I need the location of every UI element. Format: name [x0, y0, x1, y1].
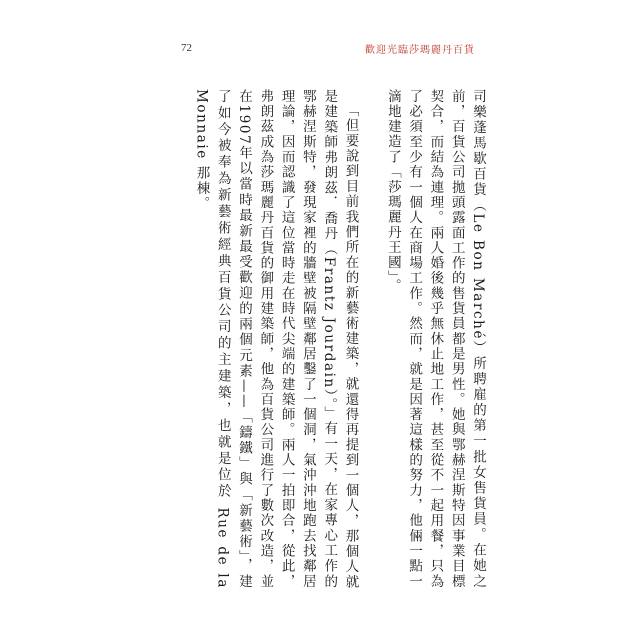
paragraph-1: 司樂蓬馬歇百貨（Le Bon Marché）所聘雇的第一批女售貨員。在她之前，百貨公司拋頭露面工作的售貨員都是男性。她與鄂赫涅斯特因事業目標契合，而結為連理。兩人婚後幾乎無休止地工作，甚至從不一起用餐，只為了必須至少有一個人在商場工作。然而，就是因著這樣的努力，他倆一點一滴地建造了「莎瑪麗丹王國」。 — [384, 89, 486, 589]
body-text — [193, 89, 488, 589]
paragraph-2: 「但要說到目前我們所在的新藝術建築，就還得再提到一個人，那個人就是建築師弗朗茲．喬丹（Frantz Jourdain）。」有一天，在家專心工作的鄂赫涅斯特，發現家裡的牆壁被隔壁鄰居鑿了一個洞，氣沖沖地跑去找鄰居理論，因而認識了這位當時走在時代尖端的建築師。兩人一拍即合，從此，弗朗茲成為莎瑪麗丹百貨的御用建築師，他為百貨公司進行了數次改造，並在1907年以當時最新最受歡迎的兩個元素——「鑄鐵」與「新藝術」，建了如今被奉為新藝術經典百貨公司的主建築，也就是位於 Rue de la Monnaie 那棟。 — [193, 89, 359, 589]
page-number: 72 — [181, 42, 192, 54]
running-head: 歡迎光臨莎瑪麗丹百貨 — [365, 45, 475, 56]
